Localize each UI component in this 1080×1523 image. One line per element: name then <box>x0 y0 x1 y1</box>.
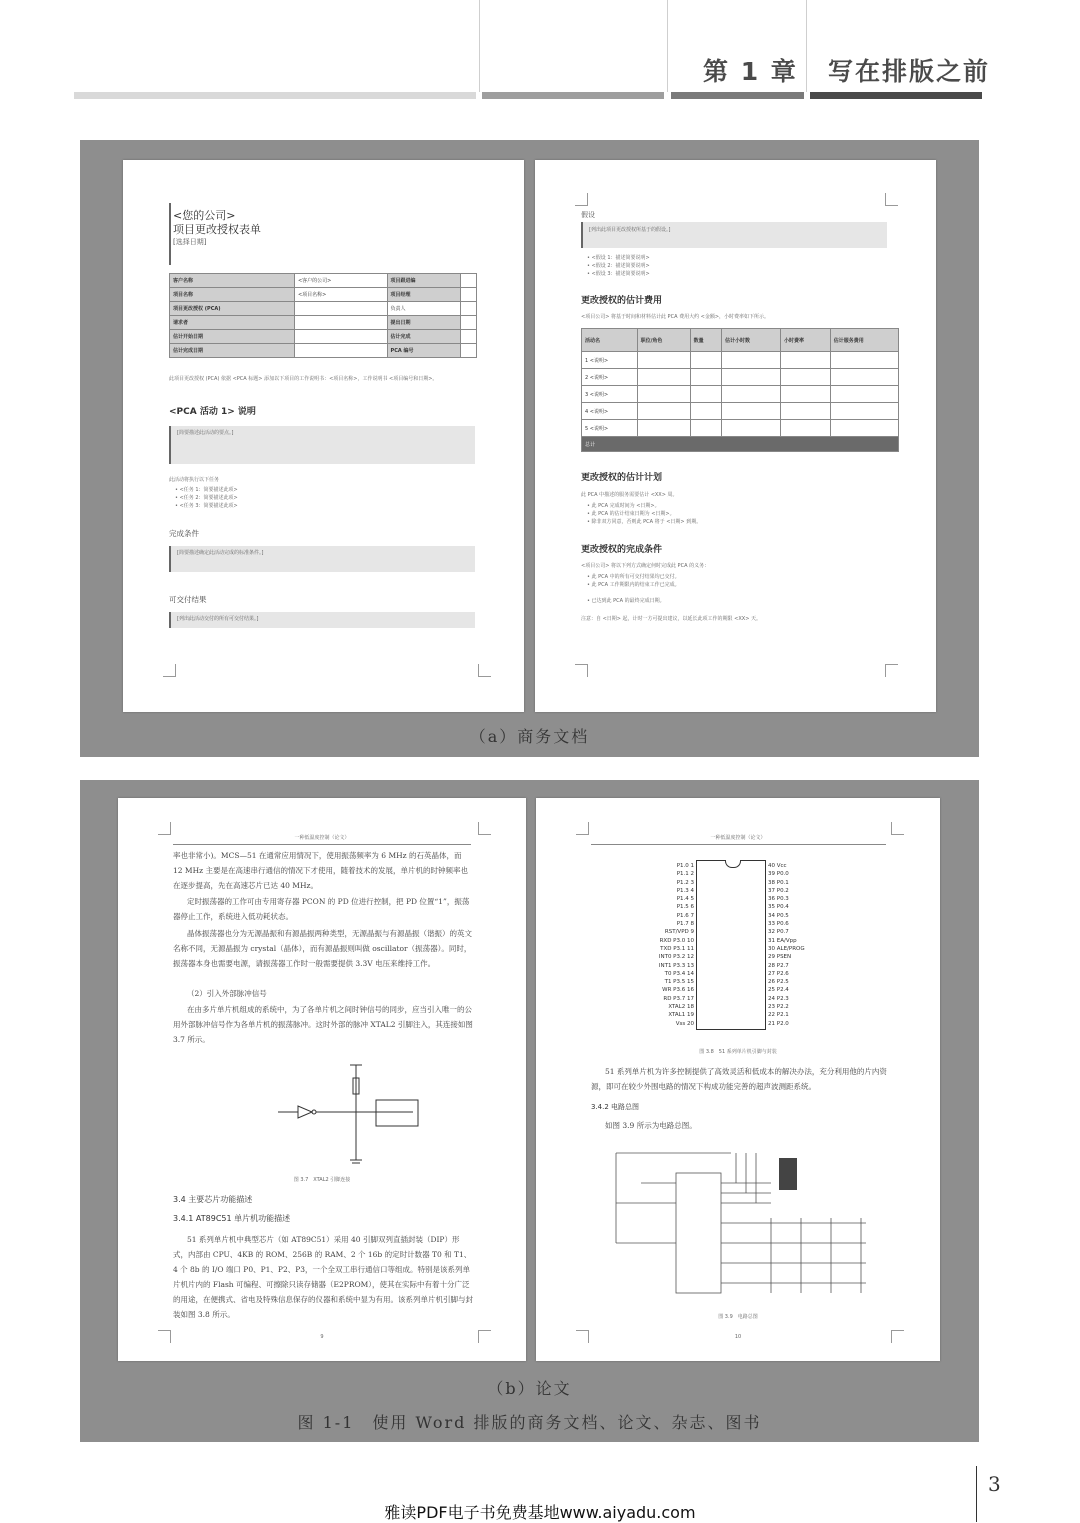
chip-pin-label: 33 P0.6 <box>768 921 789 928</box>
body-paragraph: 51 系列单片机中典型芯片（如 AT89C51）采用 40 引脚双列直插封装（DIP）形式，内部由 CPU、4KB 的 ROM、256B 的 RAM、2 个 16b 的定时计数器 T0 和 T1、4 个 8b 的 I/O 端口 P0、P1、P2、P3，一个全双工串行通信口等组成。特别是该系列单片机片内的 Flash 可编程、可擦除只读存储器（E2PROM），使其在实际中有着十分广泛的用途，在便携式、省电及特殊信息保存的仪器和系统中显为有用。该系列单片机引脚与封装如图 3.8 所示。 <box>173 1235 473 1319</box>
chip-pin-label: WR P3.6 16 <box>662 987 694 994</box>
crop-mark <box>891 1330 904 1343</box>
header-bar <box>671 92 804 99</box>
chapter-number: 第 1 章 <box>703 57 798 86</box>
body-paragraph: 定时振荡器的工作可由专用寄存器 PCON 的 PD 位进行控制，把 PD 位置“1”，振荡器停止工作，系统进入低功耗状态。 <box>173 897 470 921</box>
plan-item: • 此 PCA 完成时间为 <日期>。 <box>587 503 660 509</box>
chip-pin-label: 38 P0.1 <box>768 879 789 886</box>
chip-pin-label: P1.0 1 <box>676 863 694 869</box>
chip-left-pins <box>646 862 694 1028</box>
chip-pin-label: Vss 20 <box>675 1020 694 1027</box>
note-box <box>169 426 475 464</box>
chapter-title: 写在排版之前 <box>828 57 991 86</box>
plan-intro: 此 PCA 中描述的服务需要估计 <XX> 周。 <box>581 492 678 498</box>
chip-pin-label: INT0 P3.2 12 <box>658 954 694 961</box>
chip-pin-label: 35 P0.4 <box>768 904 789 911</box>
figure-caption: 图 3.9 电路总图 <box>718 1314 758 1320</box>
crop-mark <box>158 1330 171 1343</box>
chip-pin-label: 22 P2.1 <box>768 1012 789 1019</box>
chip-pin-label: INT1 P3.3 13 <box>658 962 694 969</box>
crop-mark <box>576 1330 589 1343</box>
crop-mark <box>575 664 588 677</box>
page-number: 3 <box>988 1472 1001 1496</box>
assumption-item: • <假设 3：描述简要说明> <box>587 271 650 277</box>
completion-heading: 完成条件 <box>169 529 199 538</box>
chip-pin-label: 28 P2.7 <box>768 962 789 969</box>
thesis-left-page <box>118 798 526 1361</box>
deliverables-heading: 可交付结果 <box>169 595 207 604</box>
figure-caption-main: 图 1-1 使用 Word 排版的商务文档、论文、杂志、图书 <box>297 1413 762 1432</box>
note-text: [简要描述此活动的要点。] <box>177 430 234 436</box>
done-item: • 此 PCA 中的所有可交付结果均已交付。 <box>587 574 680 580</box>
note-box <box>169 546 475 572</box>
chip-pin-label: TXD P3.1 11 <box>660 945 694 952</box>
chip-pin-label: 34 P0.5 <box>768 912 789 919</box>
chip-pin-label: RXD P3.0 10 <box>659 937 694 944</box>
chip-pin-label: 29 PSEN <box>768 954 792 961</box>
chip-pin-label: T0 P3.4 14 <box>664 970 694 977</box>
thesis-right-page <box>536 798 940 1361</box>
running-head: 一种低温度控制（论文） <box>294 835 350 841</box>
chip-pin-label: RD P3.7 17 <box>663 995 694 1002</box>
figure-caption: 图 3.8 51 系列单片机引脚与封装 <box>699 1049 777 1055</box>
assumptions-label: 假设 <box>581 211 595 219</box>
cost-intro: <项目公司> 将基于时间和材料估计此 PCA 费用大约 <金额>，小时费率如下所示。 <box>581 314 770 320</box>
done-item: • 已达到此 PCA 的最终完成日期。 <box>587 598 665 604</box>
section-heading: 3.4 主要芯片功能描述 <box>173 1195 253 1204</box>
tasks-intro: 此活动将执行以下任务 <box>169 477 220 483</box>
note-text: [列出此活动交付的所有可交付结果。] <box>177 616 259 622</box>
chip-pin-label: T1 P3.5 15 <box>664 979 694 986</box>
body-subheading: （2）引入外部脉冲信号 <box>187 989 267 998</box>
chip-pin-label: XTAL2 18 <box>668 1004 694 1011</box>
page-number: 10 <box>734 1334 742 1340</box>
business-doc-left-page <box>123 160 524 712</box>
running-head: 一种低温度控制（论文） <box>710 835 766 841</box>
crop-mark <box>478 1330 491 1343</box>
chip-pin-label: 23 P2.2 <box>768 1004 789 1011</box>
chip-notch <box>725 860 741 868</box>
total-row: 总计 <box>582 437 899 452</box>
task-item: • <任务 3：简要描述此项> <box>175 503 238 509</box>
date-label: [选择日期] <box>173 238 207 246</box>
plan-heading: 更改授权的估计计划 <box>581 473 663 483</box>
chip-pin-label: P1.5 6 <box>676 904 694 911</box>
cost-heading: 更改授权的估计费用 <box>581 296 663 306</box>
crop-mark <box>478 664 491 677</box>
chip-pin-label: P1.3 4 <box>676 887 694 894</box>
chip-pin-label: 31 EA/Vpp <box>768 937 797 944</box>
circuit-schematic <box>611 1143 886 1308</box>
chip-pin-label: 27 P2.6 <box>768 970 789 977</box>
chip-pin-label: 40 Vcc <box>768 863 787 869</box>
body-paragraph: 如图 3.9 所示为电路总图。 <box>605 1121 697 1130</box>
plan-item: • 此 PCA 的估计结束日期为 <日期>。 <box>587 511 675 517</box>
body-paragraph: 率也非常小)。MCS—51 在通常应用情况下，使用振荡频率为 6 MHz 的石英晶体，而 12 MHz 主要是在高速串行通信的情况下才使用，随着技术的发展，单片机的时钟频率也在逐步提高，先在高速芯片已达 40 MHz。 <box>173 851 468 890</box>
footer-note: 注意：自 <日期> 起，计时一方可提出建议，以延长此项工作的期限 <XX> 天。 <box>581 616 761 622</box>
cost-table: 活动名 职位/角色 数量 估计小时数 小时费率 估计服务费用 1 <说明> 2 <说明> 3 <说明> 4 <说明> 5 <说明> 总计 <box>581 328 899 452</box>
chip-pin-label: P1.6 7 <box>676 912 694 919</box>
intro-text: 此项目更改授权 (PCA) 依据 <PCA 标题> 添加以下项目的工作说明书：<项目名称>，工作说明书 <项目编号和日期>。 <box>169 376 438 382</box>
task-item: • <任务 1：简要描述此项> <box>175 487 238 493</box>
chip-pin-label: XTAL1 19 <box>668 1012 694 1019</box>
body-paragraph: 51 系列单片机为许多控制提供了高效灵活和低成本的解决办法，充分利用他的片内资源，即可在较少外围电路的情况下构成功能完善的超声波测距系统。 <box>591 1067 887 1091</box>
figure-caption: 图 3.7 XTAL2 引脚连接 <box>293 1177 351 1183</box>
chip-pin-label: 37 P0.2 <box>768 887 789 894</box>
chip-pin-label: 30 ALE/PROG <box>768 945 805 952</box>
subsection-heading: 3.4.1 AT89C51 单片机功能描述 <box>173 1214 291 1223</box>
watermark-text: 雅读PDF电子书免费基地www.aiyadu.com <box>384 1503 696 1522</box>
authorization-table: 客户名称 <客户的公司> 项目跟进编 项目名称 <项目名称> 项目经理 项目更改授权 (PCA) 负责人 请求者 提出日期 估计开始日期 估计完成 估计完成日期 PCA 编号 <box>169 273 477 358</box>
chip-pin-label: 24 P2.3 <box>768 995 789 1002</box>
section-heading: <PCA 活动 1> 说明 <box>169 407 256 417</box>
chip-package <box>696 860 766 1030</box>
business-doc-right-page <box>535 160 936 712</box>
done-item: • 此 PCA 工作期限内的结束工作已完成。 <box>587 582 680 588</box>
done-intro: <项目公司> 将以下列方式确定何时完成此 PCA 的义务： <box>581 563 710 569</box>
chip-pin-label: 21 P2.0 <box>768 1020 789 1027</box>
chip-pin-label: RST/VPD 9 <box>664 929 694 936</box>
chip-pin-label: P1.4 5 <box>676 896 694 903</box>
header-bar <box>74 92 476 99</box>
crop-mark <box>163 664 176 677</box>
assumption-item: • <假设 2：描述简要说明> <box>587 263 650 269</box>
header-bar <box>810 92 982 99</box>
display-block <box>779 1158 797 1190</box>
note-box <box>581 222 887 248</box>
assumption-item: • <假设 1：描述简要说明> <box>587 255 650 261</box>
chip-right-pins <box>768 862 828 1028</box>
page-number: 9 <box>320 1334 324 1340</box>
running-head-rule <box>591 844 886 845</box>
form-title: 项目更改授权表单 <box>173 223 261 236</box>
body-paragraph: 在由多片单片机组成的系统中，为了各单片机之间时钟信号的同步，应当引入唯一的公用外部脉冲信号作为各单片机的振荡脉冲。这时外部的脉冲 XTAL2 引脚注入，其连接如图 3.7 所示。 <box>173 1005 473 1044</box>
chip-pin-label: 39 P0.0 <box>768 871 789 878</box>
panel-a-caption: （a）商务文档 <box>469 727 590 746</box>
xtal2-circuit-diagram <box>238 1060 428 1170</box>
chip-pin-label: 25 P2.4 <box>768 987 789 994</box>
chip-pin-label: 26 P2.5 <box>768 979 789 986</box>
running-head-rule <box>173 844 471 845</box>
panel-b-caption: （b）论文 <box>487 1379 572 1398</box>
title-accent-bar <box>169 203 171 265</box>
header-divider <box>806 0 807 92</box>
header-divider <box>479 0 480 92</box>
chip-pin-label: 36 P0.3 <box>768 896 789 903</box>
crop-mark <box>885 664 898 677</box>
chip-pin-label: P1.7 8 <box>676 921 694 928</box>
header-bar <box>482 92 664 99</box>
note-box <box>169 612 475 628</box>
crop-mark <box>885 193 898 206</box>
chip-pin-label: P1.2 3 <box>676 879 694 886</box>
company-name: <您的公司> <box>173 209 236 222</box>
figure-panel-a <box>80 140 979 757</box>
chip-pin-label: P1.1 2 <box>676 871 694 878</box>
figure-panel-b <box>80 780 979 1442</box>
crop-mark <box>575 193 588 206</box>
note-text: [简要描述确定此活动完成的标准条件。] <box>177 550 264 556</box>
task-item: • <任务 2：简要描述此项> <box>175 495 238 501</box>
header-divider <box>667 0 668 92</box>
subsection-heading: 3.4.2 电路总图 <box>591 1103 640 1111</box>
done-heading: 更改授权的完成条件 <box>581 545 663 555</box>
chip-pin-label: 32 P0.7 <box>768 929 789 936</box>
plan-item: • 除非双方同意，否则此 PCA 将于 <日期> 到期。 <box>587 519 702 525</box>
note-text: [列出此项目更改授权所基于的假设。] <box>589 227 671 233</box>
body-paragraph: 晶体振荡器也分为无源晶振和有源晶振两种类型，无源晶振与有源晶振（谐振）的英文名称不同，无源晶振为 crystal（晶体），而有源晶振则叫做 oscillator（振荡器）。同时，振荡器本身也需要电源，请振荡器工作时一般需要提供 3.3V 电压来维持工作。 <box>173 929 472 968</box>
